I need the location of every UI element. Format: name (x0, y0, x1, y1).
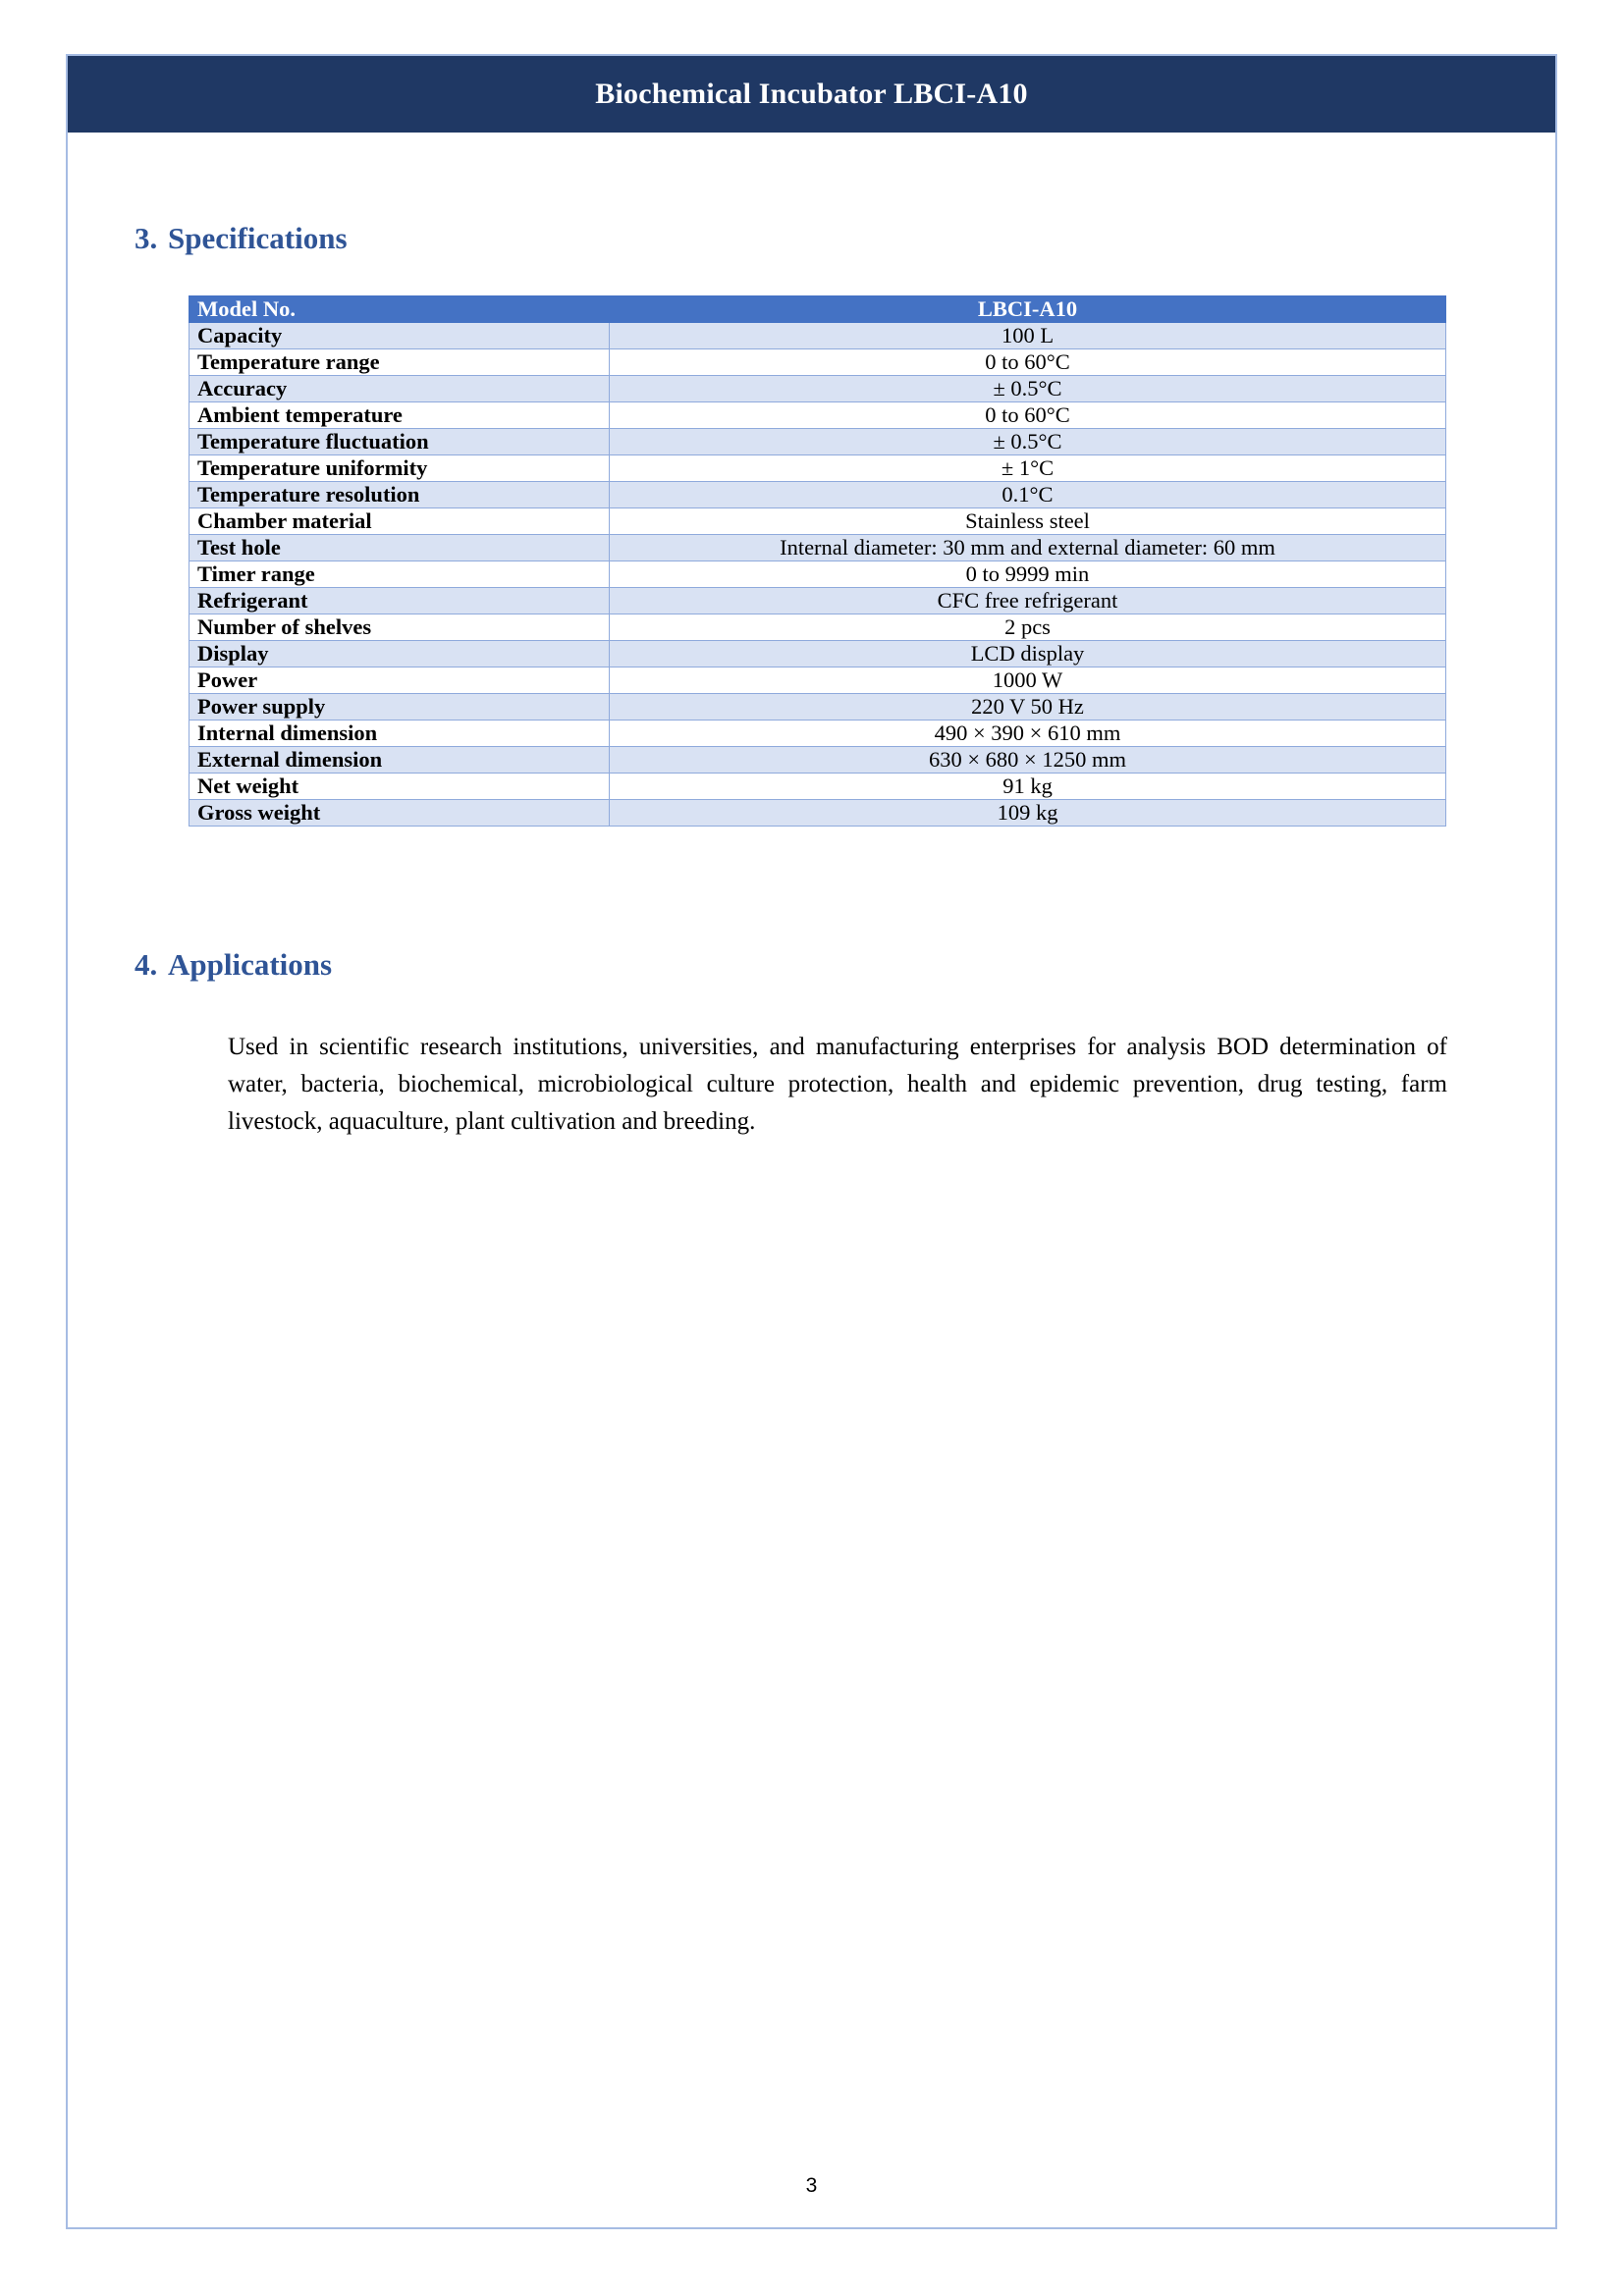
spec-key: Test hole (189, 535, 610, 561)
spec-key: Internal dimension (189, 721, 610, 747)
page-content (68, 133, 1555, 2227)
spec-key: Temperature resolution (189, 482, 610, 508)
spec-value: 109 kg (610, 800, 1446, 827)
spec-key: Net weight (189, 774, 610, 800)
spec-value: 0 to 60°C (610, 349, 1446, 376)
table-row (189, 667, 1446, 694)
column-header-model-no: Model No. (189, 296, 610, 323)
table-row (189, 349, 1446, 376)
specifications-table (189, 295, 1446, 827)
table-row (189, 721, 1446, 747)
page-header-title: Biochemical Incubator LBCI-A10 (595, 78, 1028, 110)
table-row (189, 694, 1446, 721)
table-row (189, 747, 1446, 774)
spec-value: ± 0.5°C (610, 376, 1446, 402)
table-row (189, 535, 1446, 561)
spec-key: External dimension (189, 747, 610, 774)
table-row (189, 561, 1446, 588)
spec-value: 0 to 9999 min (610, 561, 1446, 588)
spec-value: 630 × 680 × 1250 mm (610, 747, 1446, 774)
spec-key: Temperature fluctuation (189, 429, 610, 455)
table-row (189, 614, 1446, 641)
table-row (189, 774, 1446, 800)
spec-key: Refrigerant (189, 588, 610, 614)
table-row (189, 508, 1446, 535)
table-row (189, 429, 1446, 455)
spec-value: 220 V 50 Hz (610, 694, 1446, 721)
spec-value: 0 to 60°C (610, 402, 1446, 429)
page-frame (66, 54, 1557, 2229)
section-title-applications: Applications (168, 947, 333, 982)
page-header-banner (68, 56, 1555, 133)
table-row (189, 376, 1446, 402)
spec-key: Power (189, 667, 610, 694)
applications-body-text: Used in scientific research institutions, universities, and manufacturing enterprises for analysis BOD determination of water, bacteria, biochemical, microbiological culture protection, health and epidemic prevention, drug testing, farm livestock, aquaculture, plant cultivation and breeding. (228, 1034, 1447, 1135)
section-number-specifications: 3. (135, 221, 158, 255)
spec-value: 100 L (610, 323, 1446, 349)
spec-value: 490 × 390 × 610 mm (610, 721, 1446, 747)
spec-key: Temperature uniformity (189, 455, 610, 482)
spec-key: Ambient temperature (189, 402, 610, 429)
spec-value: 1000 W (610, 667, 1446, 694)
spec-value: ± 0.5°C (610, 429, 1446, 455)
spec-key: Timer range (189, 561, 610, 588)
section-title-specifications: Specifications (168, 221, 348, 255)
spec-value: Internal diameter: 30 mm and external diameter: 60 mm (610, 535, 1446, 561)
spec-value: LCD display (610, 641, 1446, 667)
column-header-model-value: LBCI-A10 (610, 296, 1446, 323)
spec-key: Gross weight (189, 800, 610, 827)
spec-key: Power supply (189, 694, 610, 721)
section-heading-applications (135, 947, 332, 983)
section-number-applications: 4. (135, 947, 158, 982)
spec-key: Number of shelves (189, 614, 610, 641)
spec-value: 2 pcs (610, 614, 1446, 641)
table-header-row (189, 296, 1446, 323)
spec-value: ± 1°C (610, 455, 1446, 482)
table-row (189, 641, 1446, 667)
page-number-footer: 3 (805, 2174, 818, 2197)
table-row (189, 402, 1446, 429)
spec-value: CFC free refrigerant (610, 588, 1446, 614)
spec-value: 0.1°C (610, 482, 1446, 508)
table-row (189, 588, 1446, 614)
spec-key: Chamber material (189, 508, 610, 535)
table-row (189, 800, 1446, 827)
spec-value: Stainless steel (610, 508, 1446, 535)
spec-value: 91 kg (610, 774, 1446, 800)
spec-key: Display (189, 641, 610, 667)
spec-key: Capacity (189, 323, 610, 349)
table-row (189, 323, 1446, 349)
section-heading-specifications (135, 221, 348, 256)
table-row (189, 482, 1446, 508)
table-row (189, 455, 1446, 482)
spec-key: Accuracy (189, 376, 610, 402)
specifications-table-body (189, 323, 1446, 827)
spec-key: Temperature range (189, 349, 610, 376)
